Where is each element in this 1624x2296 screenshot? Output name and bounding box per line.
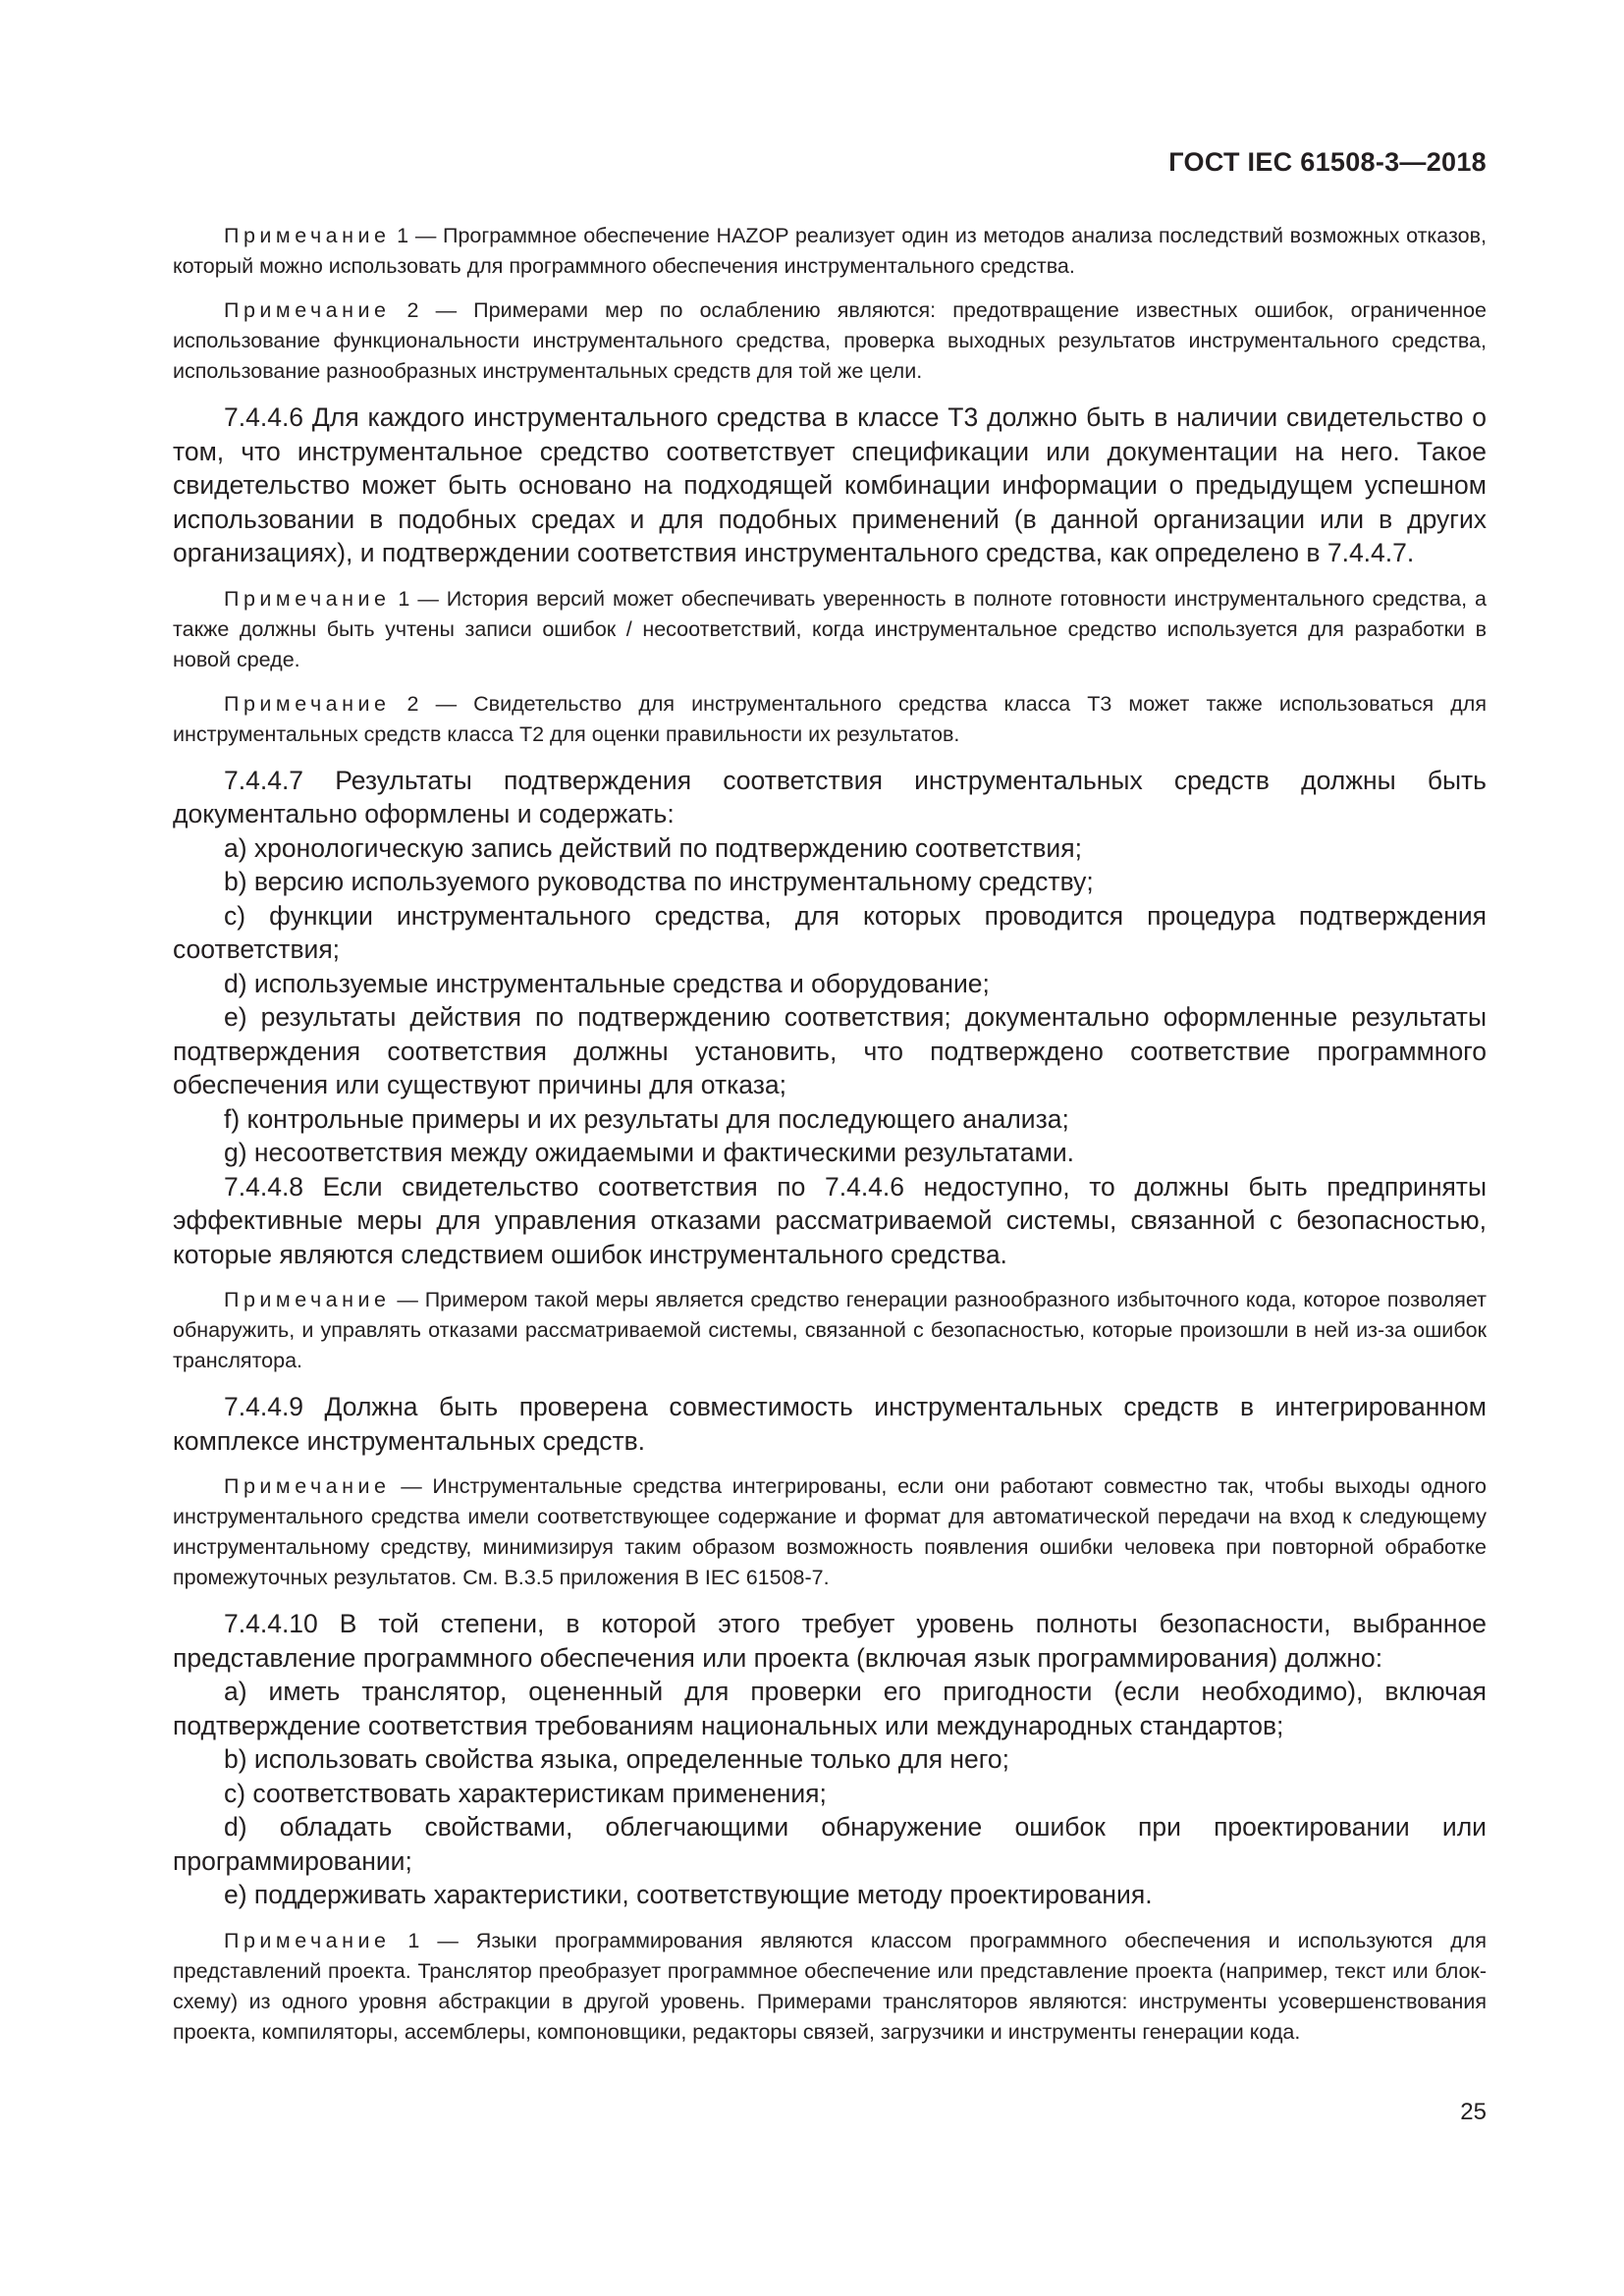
note-text: 1 — История версий может обеспечивать уверенность в полноте готовности инструментального средства, а также должны быть учтены записи ошибок / несоответствий, когда инструментальное средство используется для разработки в новой среде. bbox=[173, 586, 1487, 671]
note-label: Примечание bbox=[224, 586, 391, 611]
note-7448 bbox=[173, 1285, 1487, 1376]
note-7449 bbox=[173, 1471, 1487, 1593]
clause-7-4-4-7: 7.4.4.7 Результаты подтверждения соответствия инструментальных средств должны быть документально оформлены и содержать: bbox=[173, 765, 1487, 828]
list-item: b) использовать свойства языка, определенные только для него; bbox=[224, 1744, 1009, 1774]
list-item: d) обладать свойствами, облегчающими обнаружение ошибок при проектировании или программировании; bbox=[173, 1812, 1487, 1876]
note-label: Примечание bbox=[224, 1474, 391, 1498]
document-page bbox=[173, 0, 1487, 2296]
list-item: a) хронологическую запись действий по подтверждению соответствия; bbox=[224, 832, 1082, 863]
list-item: e) результаты действия по подтверждению соответствия; документально оформленные результаты подтверждения соответствия должны установить, что подтверждено соответствие программного обеспечения или существуют причины для отказа; bbox=[173, 1002, 1487, 1099]
note-text: 2 — Свидетельство для инструментального средства класса Т3 может также использоваться для инструментальных средств класса Т2 для оценки правильности их результатов. bbox=[173, 691, 1487, 746]
note-label: Примечание bbox=[224, 1928, 391, 1952]
list-item: g) несоответствия между ожидаемыми и фактическими результатами. bbox=[224, 1138, 1075, 1167]
document-header: ГОСТ IEC 61508-3—2018 bbox=[1168, 147, 1487, 177]
clause-7-4-4-10: 7.4.4.10 В той степени, в которой этого требует уровень полноты безопасности, выбранное представление программного обеспечения или проекта (включая язык программирования) должно: bbox=[173, 1609, 1487, 1673]
note-text: — Примером такой меры является средство генерации разнообразного избыточного кода, которое позволяет обнаружить, и управлять отказами рассматриваемой системы, связанной с безопасностью, которые произошли в ней из-за ошибок транслятора. bbox=[173, 1288, 1487, 1372]
list-item: e) поддерживать характеристики, соответствующие методу проектирования. bbox=[224, 1880, 1153, 1909]
list-item: c) соответствовать характеристикам применения; bbox=[224, 1778, 827, 1808]
note-text: 1 — Языки программирования являются классом программного обеспечения и используются для представлений проекта. Транслятор преобразует программное обеспечение или представление проекта (например, текст или блок-схему) из одного уровня абстракции в другой уровень. Примерами трансляторов являются: инструменты усовершенствования проекта, компиляторы, ассемблеры, компоновщики, редакторы связей, загрузчики и инструменты генерации кода. bbox=[173, 1928, 1487, 2044]
list-item: c) функции инструментального средства, для которых проводится процедура подтверждения соответствия; bbox=[173, 900, 1487, 964]
note-text: — Инструментальные средства интегрированы, если они работают совместно так, чтобы выходы одного инструментального средства имели соответствующее содержание и формат для автоматической передачи на вход к следующему инструментальному средству, минимизируя таким образом возможность появления ошибки человека при повторной обработке промежуточных результатов. См. В.3.5 приложения В IEC 61508-7. bbox=[173, 1474, 1487, 1589]
page-content bbox=[173, 221, 1487, 2061]
note-label: Примечание bbox=[224, 1288, 391, 1311]
clause-7-4-4-9: 7.4.4.9 Должна быть проверена совместимость инструментальных средств в интегрированном комплексе инструментальных средств. bbox=[173, 1392, 1487, 1456]
note-label: Примечание bbox=[224, 224, 391, 247]
note-1 bbox=[173, 221, 1487, 282]
list-item: b) версию используемого руководства по инструментальному средству; bbox=[224, 867, 1094, 896]
clause-7-4-4-8: 7.4.4.8 Если свидетельство соответствия по 7.4.4.6 недоступно, то должны быть предприняты эффективные меры для управления отказами рассматриваемой системы, связанной с безопасностью, которые являются следствием ошибок инструментального средства. bbox=[173, 1171, 1487, 1269]
page-number: 25 bbox=[1460, 2099, 1487, 2125]
note-label: Примечание bbox=[224, 691, 391, 716]
list-item: a) иметь транслятор, оцененный для проверки его пригодности (если необходимо), включая подтверждение соответствия требованиям национальных или международных стандартов; bbox=[173, 1677, 1487, 1740]
note-74410 bbox=[173, 1926, 1487, 2048]
note-text: 1 — Программное обеспечение HAZOP реализует один из методов анализа последствий возможных отказов, который можно использовать для программного обеспечения инструментального средства. bbox=[173, 224, 1487, 278]
note-7446-2 bbox=[173, 689, 1487, 750]
list-item: d) используемые инструментальные средства и оборудование; bbox=[224, 968, 990, 998]
note-2 bbox=[173, 295, 1487, 387]
list-item: f) контрольные примеры и их результаты для последующего анализа; bbox=[224, 1103, 1069, 1134]
clause-7-4-4-6: 7.4.4.6 Для каждого инструментального средства в классе Т3 должно быть в наличии свидетельство о том, что инструментальное средство соответствует спецификации или документации на него. Такое свидетельство может быть основано на подходящей комбинации информации о предыдущем успешном использовании в подобных средах и для подобных применений (в данной организации или в других организациях), и подтверждении соответствия инструментального средства, как определено в 7.4.4.7. bbox=[173, 402, 1487, 567]
note-text: 2 — Примерами мер по ослаблению являются: предотвращение известных ошибок, ограниченное использование функциональности инструментального средства, проверка выходных результатов инструментального средства, использование разнообразных инструментальных средств для той же цели. bbox=[173, 298, 1487, 383]
note-label: Примечание bbox=[224, 298, 391, 322]
note-7446-1 bbox=[173, 584, 1487, 675]
